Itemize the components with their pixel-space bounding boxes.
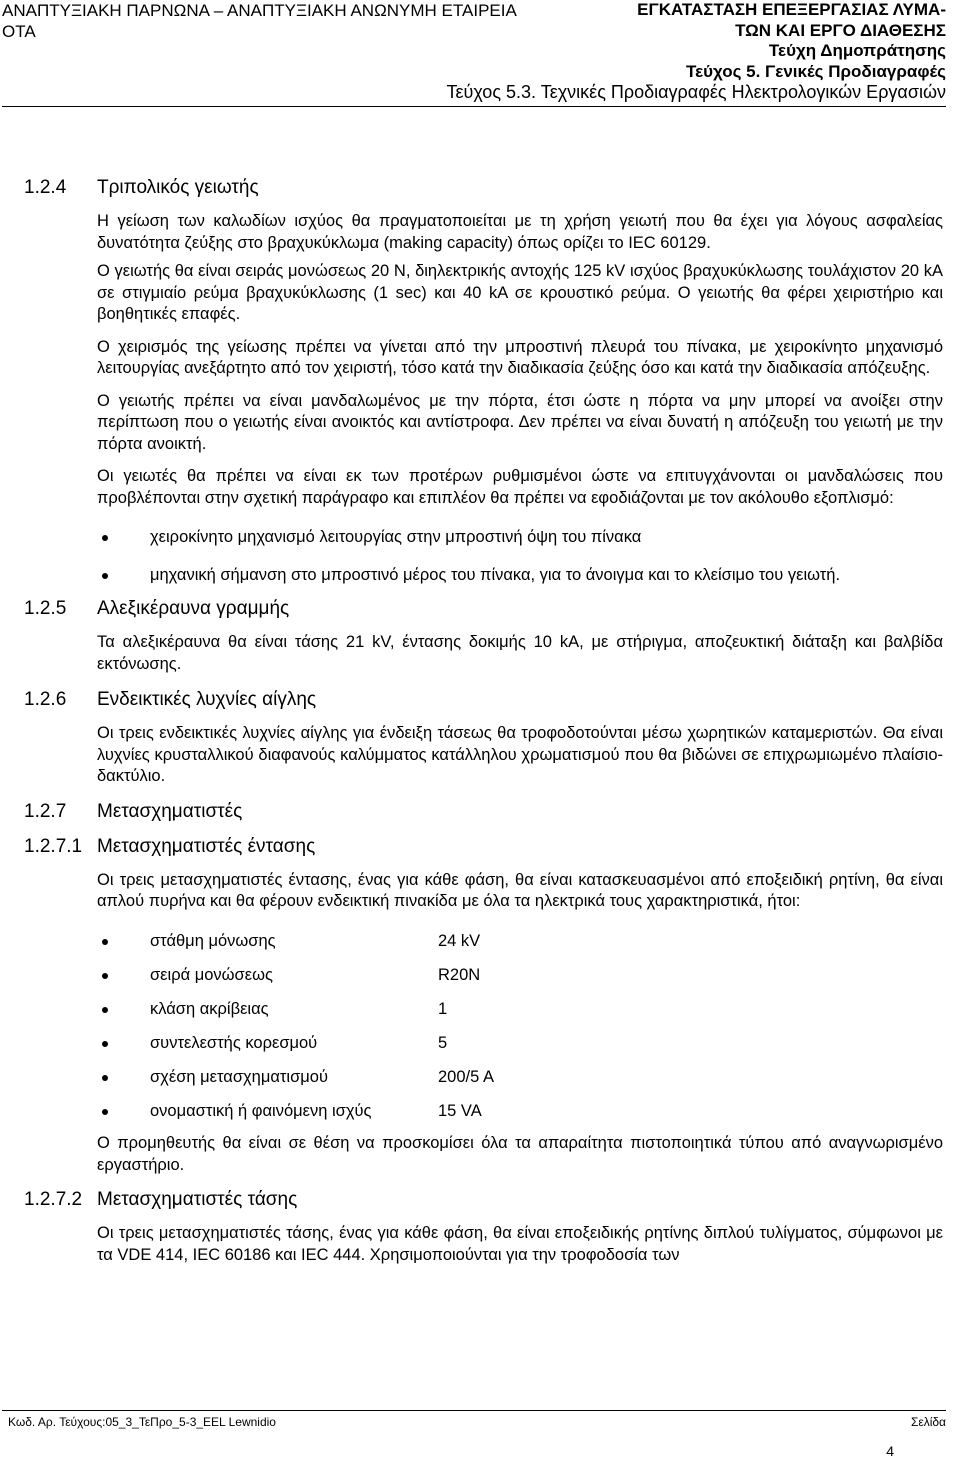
header-divider xyxy=(2,106,946,107)
footer-divider xyxy=(2,1410,946,1411)
spec-key: κλάση ακρίβειας xyxy=(150,999,269,1018)
bullet-icon xyxy=(102,573,108,579)
section-title: Τριπολικός γειωτής xyxy=(97,177,259,198)
header-project-line4: Τεύχος 5. Γενικές Προδιαγραφές xyxy=(685,61,946,81)
spec-key: σειρά μονώσεως xyxy=(150,965,273,984)
section-number: 1.2.6 xyxy=(24,689,67,710)
footer-document-code: Κωδ. Αρ. Τεύχους:05_3_ΤεΠρο_5-3_EEL Lewnidio xyxy=(8,1415,276,1429)
spec-key: συντελεστής κορεσμού xyxy=(150,1033,318,1052)
section-title: Μετασχηματιστές έντασης xyxy=(97,835,316,857)
section-heading-1-2-4 xyxy=(0,176,960,200)
header-project-line2: ΤΩΝ ΚΑΙ ΕΡΓΟ ΔΙΑΘΕΣΗΣ xyxy=(735,20,946,40)
section-title: Ενδεικτικές λυχνίες αίγλης xyxy=(97,689,317,710)
section-number: 1.2.5 xyxy=(24,598,67,619)
section-number: 1.2.7 xyxy=(24,800,67,822)
spec-item xyxy=(0,1033,960,1055)
section-number: 1.2.4 xyxy=(24,177,67,198)
header-subtitle: Τεύχος 5.3. Τεχνικές Προδιαγραφές Ηλεκτρολογικών Εργασιών xyxy=(446,82,946,102)
spec-value: 24 kV xyxy=(438,931,481,950)
bullet-icon xyxy=(102,1007,108,1013)
spec-value: 200/5 A xyxy=(438,1067,494,1086)
section-title: Μετασχηματιστές xyxy=(97,800,243,822)
bullet-icon xyxy=(102,1109,108,1115)
spec-key: ονομαστική ή φαινόμενη ισχύς xyxy=(150,1101,372,1120)
spec-item xyxy=(0,965,960,987)
section-heading-1-2-7-2 xyxy=(0,1188,960,1212)
list-item-text: χειροκίνητο μηχανισμό λειτουργίας στην μπροστινή όψη του πίνακα xyxy=(150,528,642,546)
paragraph: Οι τρεις μετασχηματιστές τάσης, ένας για κάθε φάση, θα είναι εποξειδικής ρητίνης διπλού τυλίγματος, σύμφωνοι με τα VDE 414, IEC 60186 και IEC 444. Χρησιμοποιούνται για την τροφοδοσία των xyxy=(97,1224,943,1264)
header-project-line3: Τεύχη Δημοπράτησης xyxy=(768,41,946,60)
header-org-line1: ΑΝΑΠΤΥΞΙΑΚΗ ΠΑΡΝΩΝΑ – ΑΝΑΠΤΥΞΙΑΚΗ ΑΝΩΝΥΜΗ ΕΤΑΙΡΕΙΑ xyxy=(2,1,517,20)
list-item xyxy=(0,565,960,587)
section-title: Μετασχηματιστές τάσης xyxy=(97,1189,298,1210)
spec-item xyxy=(0,1067,960,1089)
paragraph: Ο προμηθευτής θα είναι σε θέση να προσκομίσει όλα τα απαραίτητα πιστοποιητικά τύπου από αναγνωρισμένο εργαστήριο. xyxy=(97,1134,943,1174)
page-number: 4 xyxy=(886,1443,894,1459)
list-item-text: μηχανική σήμανση στο μπροστινό μέρος του πίνακα, για το άνοιγμα και το κλείσιμο του γειωτή. xyxy=(150,565,841,584)
paragraph: Ο γειωτής πρέπει να είναι μανδαλωμένος με την πόρτα, έτσι ώστε η πόρτα να μην μπορεί να ανοίξει στην περίπτωση που ο γειωτής είναι ανοικτός και αντίστροφα. Δεν πρέπει να είναι δυνατή η απόζευξη του γειωτή με την πόρτα ανοικτή. xyxy=(97,391,943,453)
header-org-line2: ΟΤΑ xyxy=(2,22,36,41)
spec-value: 1 xyxy=(438,999,448,1018)
page-header xyxy=(0,0,960,108)
spec-item xyxy=(0,999,960,1021)
bullet-list xyxy=(0,527,960,586)
section-heading-1-2-7 xyxy=(0,800,960,824)
paragraph: Οι τρεις ενδεικτικές λυχνίες αίγλης για ένδειξη τάσεως θα τροφοδοτούνται μέσω χωρητικών καταμεριστών. Θα είναι λυχνίες κρυσταλλικού διαφανούς καλύμματος κατάλληλου χρωματισμού που θα βιδώνει σε επιχρωμιωμένο πλαίσιο-δακτύλιο. xyxy=(97,724,943,785)
header-project xyxy=(606,0,946,82)
header-project-line1: ΕΓΚΑΤΑΣΤΑΣΗ ΕΠΕΞΕΡΓΑΣΙΑΣ ΛΥΜΑ- xyxy=(637,0,946,19)
list-item xyxy=(0,527,960,549)
section-heading-1-2-6 xyxy=(0,688,960,712)
footer-page-label: Σελίδα xyxy=(910,1415,946,1429)
section-heading-1-2-5 xyxy=(0,597,960,621)
section-title: Αλεξικέραυνα γραμμής xyxy=(97,598,290,619)
spec-value: R20N xyxy=(438,965,481,984)
spec-key: σχέση μετασχηματισμού xyxy=(150,1067,328,1086)
spec-value: 5 xyxy=(438,1033,448,1052)
header-organization xyxy=(2,0,602,42)
section-number: 1.2.7.1 xyxy=(24,835,83,857)
bullet-icon xyxy=(102,1075,108,1081)
document-body xyxy=(0,176,960,1266)
bullet-icon xyxy=(102,535,108,541)
paragraph: Ο γειωτής θα είναι σειράς μονώσεως 20 Ν, διηλεκτρικής αντοχής 125 kV ισχύος βραχυκύκλωσης τουλάχιστον 20 kA σε στιγμιαίο ρεύμα βραχυκύκλωσης (1 sec) και 40 kA σε κρουστικό ρεύμα. Ο γειωτής θα φέρει χειριστήριο και βοηθητικές επαφές. xyxy=(97,262,943,323)
spec-key: στάθμη μόνωσης xyxy=(150,931,276,950)
spec-item xyxy=(0,931,960,953)
paragraph: Η γείωση των καλωδίων ισχύος θα πραγματοποιείται με τη χρήση γειωτή που θα έχει για λόγους ασφαλείας δυνατότητα ζεύξης στο βραχυκύκλωμα (making capacity) όπως ορίζει το IEC 60129. xyxy=(97,212,943,252)
section-heading-1-2-7-1 xyxy=(0,835,960,859)
spec-item xyxy=(0,1101,960,1123)
spec-value: 15 VA xyxy=(438,1101,482,1120)
paragraph: Ο χειρισμός της γείωσης πρέπει να γίνεται από την μπροστινή πλευρά του πίνακα, με χειροκίνητο μηχανισμό λειτουργίας ανεξάρτητο από τον χειριστή, τόσο κατά την διαδικασία ζεύξης όσο και κατά την διαδικασία απόζευξης. xyxy=(97,337,943,377)
paragraph: Τα αλεξικέραυνα θα είναι τάσης 21 kV, έντασης δοκιμής 10 kA, με στήριγμα, αποζευκτική διάταξη και βαλβίδα εκτόνωσης. xyxy=(97,633,943,673)
specifications-list xyxy=(0,931,960,1123)
paragraph: Οι τρεις μετασχηματιστές έντασης, ένας για κάθε φάση, θα είναι κατασκευασμένοι από εποξειδική ρητίνη, θα είναι απλού πυρήνα και θα φέρουν ενδεικτική πινακίδα με όλα τα ηλεκτρικά τους χαρακτηριστικά, ήτοι: xyxy=(97,870,943,910)
bullet-icon xyxy=(102,939,108,945)
bullet-icon xyxy=(102,973,108,979)
paragraph: Οι γειωτές θα πρέπει να είναι εκ των προτέρων ρυθμισμένοι ώστε να επιτυγχάνονται οι μανδαλώσεις που προβλέπονται στην σχετική παράγραφο και επιπλέον θα πρέπει να εφοδιάζονται με τον ακόλουθο εξοπλισμό: xyxy=(97,467,943,507)
section-number: 1.2.7.2 xyxy=(24,1189,83,1210)
bullet-icon xyxy=(102,1041,108,1047)
